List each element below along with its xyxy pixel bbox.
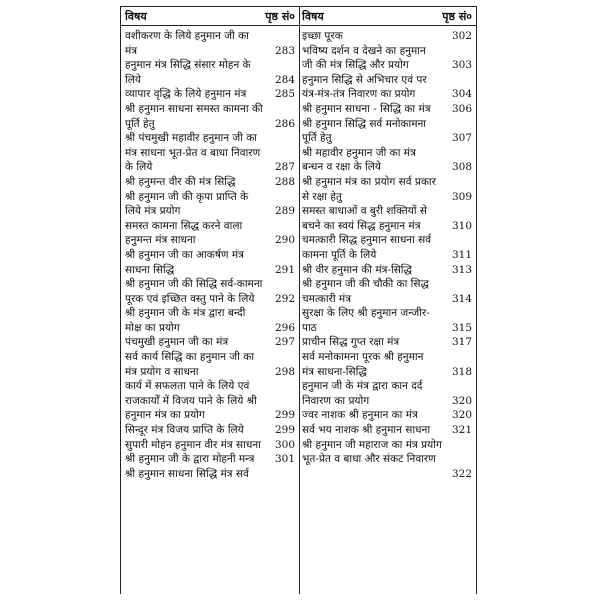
index-entry xyxy=(302,190,472,205)
index-entry xyxy=(302,423,472,438)
entry-title: सुपारी मोहन हनुमान वीर मंत्र साधना xyxy=(125,438,261,451)
entry-title: प्राचीन सिद्ध गुप्त रक्षा मंत्र xyxy=(302,336,400,349)
entry-page-number: 321 xyxy=(451,424,472,437)
entry-title: साधना सिद्धि xyxy=(125,263,175,276)
entry-page-number: 311 xyxy=(451,248,472,261)
entry-page-number: 314 xyxy=(451,292,472,305)
index-entry xyxy=(125,321,295,336)
entry-title: मोक्ष का प्रयोग xyxy=(125,321,180,334)
index-entry xyxy=(125,58,295,73)
index-entry xyxy=(125,467,295,482)
entry-page-number: 318 xyxy=(451,365,472,378)
entry-page-number: 320 xyxy=(451,409,472,422)
left-column-header xyxy=(121,6,299,26)
index-entry xyxy=(125,306,295,321)
entry-page-number: 291 xyxy=(274,263,295,276)
index-entry xyxy=(125,73,295,88)
index-entry xyxy=(302,87,472,102)
index-entry xyxy=(302,204,472,219)
entry-title: श्री हनुमान जी की कृपा प्राप्ति के xyxy=(125,190,249,203)
entry-page-number: 297 xyxy=(274,336,295,349)
entry-page-number: 283 xyxy=(274,44,295,57)
entry-title: हनुमान मंत्र का प्रयोग xyxy=(125,409,205,422)
entry-title: लिये मंत्र प्रयोग xyxy=(125,205,181,218)
entry-title: चमत्कारी सिद्ध हनुमान साधना सर्व xyxy=(302,234,432,247)
index-entry xyxy=(125,160,295,175)
entry-title: श्री हनुमान जी महाराज का मंत्र प्रयोग xyxy=(302,438,442,451)
entry-page-number: 288 xyxy=(274,175,295,188)
entry-title: पूरक एवं इच्छित वस्तु पाने के लिये xyxy=(125,292,255,305)
entry-title: भविष्य दर्शन व देखने का हनुमान xyxy=(302,44,426,57)
entry-page-number: 286 xyxy=(274,117,295,130)
left-column xyxy=(120,6,300,594)
entry-title: हनुमान सिद्धि से अभिचार एवं पर xyxy=(302,73,427,86)
entry-page-number: 289 xyxy=(274,205,295,218)
index-entry xyxy=(302,306,472,321)
index-entry xyxy=(302,438,472,453)
entry-page-number: 290 xyxy=(274,234,295,247)
entry-title: के लिये xyxy=(125,161,153,174)
index-entry xyxy=(125,117,295,132)
entry-page-number: 302 xyxy=(451,30,472,42)
entry-title: लिये xyxy=(125,73,141,86)
index-entry xyxy=(302,131,472,146)
entry-title: पाठ xyxy=(302,321,317,334)
entry-title: पूर्ति हेतु xyxy=(125,117,155,130)
entry-title: श्री हनुमान मंत्र का प्रयोग सर्व प्रकार xyxy=(302,175,436,188)
entry-page-number: 322 xyxy=(451,467,472,480)
index-entry xyxy=(125,219,295,234)
entry-title: पंचमुखी हनुमान जी का मंत्र xyxy=(125,336,229,349)
entry-title: समस्त कामना सिद्ध करने वाला xyxy=(125,219,243,232)
entry-title: हनुमान मंत्र सिद्धि संसार मोहन के xyxy=(125,59,251,72)
entry-page-number: 287 xyxy=(274,161,295,174)
index-entry xyxy=(302,248,472,263)
entry-title: पूर्ति हेतु xyxy=(302,132,332,145)
index-entry xyxy=(302,160,472,175)
entry-title: वशीकरण के लिये हनुमान जी का xyxy=(125,30,249,42)
entry-title: चमत्कारी मंत्र xyxy=(302,292,351,305)
index-entry xyxy=(125,292,295,307)
entry-title: बचने का स्वयं सिद्ध हनुमान मंत्र xyxy=(302,219,421,232)
index-entry xyxy=(302,146,472,161)
entry-title: श्री वीर हनुमान की मंत्र-सिद्धि xyxy=(302,263,412,276)
entry-title: श्री महावीर हनुमान जी का मंत्र xyxy=(302,146,416,159)
index-entry xyxy=(125,175,295,190)
entry-title: यंत्र-मंत्र-तंत्र निवारण का प्रयोग xyxy=(302,88,416,101)
index-entry xyxy=(125,365,295,380)
index-entry xyxy=(302,467,472,482)
entry-page-number: 306 xyxy=(451,102,472,115)
entry-title: श्री हनुमान साधना - सिद्धि का मंत्र xyxy=(302,102,431,115)
right-column-header xyxy=(298,6,476,26)
entry-page-number: 299 xyxy=(274,424,295,437)
entry-title: श्री हनुमान साधना सिद्धि मंत्र सर्व xyxy=(125,467,249,480)
index-entry xyxy=(125,29,295,44)
index-entry xyxy=(302,292,472,307)
index-entry xyxy=(125,102,295,117)
entry-title: से रक्षा हेतु xyxy=(302,190,342,203)
entry-page-number: 315 xyxy=(451,321,472,334)
entry-page-number: 296 xyxy=(274,321,295,334)
index-entry xyxy=(125,190,295,205)
index-entry xyxy=(125,423,295,438)
entry-title: बन्धन व रक्षा के लिये xyxy=(302,161,381,174)
entry-title: जी की मंत्र सिद्धि और प्रयोग xyxy=(302,59,409,72)
entry-title: मंत्र साधना भूत-प्रेत व बाधा निवारण xyxy=(125,146,261,159)
index-entry xyxy=(302,452,472,467)
index-entry xyxy=(125,233,295,248)
index-entry xyxy=(302,58,472,73)
entry-title: व्यापार वृद्धि के लिये हनुमान मंत्र xyxy=(125,88,247,101)
entry-page-number: 304 xyxy=(451,88,472,101)
entry-title: ज्वर नाशक श्री हनुमान का मंत्र xyxy=(302,409,418,422)
index-entry xyxy=(302,408,472,423)
entry-page-number: 292 xyxy=(274,292,295,305)
index-entry xyxy=(125,248,295,263)
entry-title: राजकार्यों में विजय पाने के लिये श्री xyxy=(125,394,257,407)
index-entry xyxy=(302,321,472,336)
entry-title: श्री हनुमान सिद्धि सर्व मनोकामना xyxy=(302,117,427,130)
entry-title: सर्व भय नाशक श्री हनुमान साधना xyxy=(302,424,431,437)
entry-title: श्री हनुमान जी की चौकी का सिद्ध xyxy=(302,278,429,291)
left-entries xyxy=(121,26,299,481)
entry-title: हनुमन्त मंत्र साधना xyxy=(125,234,196,247)
entry-page-number: 299 xyxy=(274,409,295,422)
entry-title: सर्व मनोकामना पूरक श्री हनुमान xyxy=(302,351,424,364)
index-entry xyxy=(125,44,295,59)
index-entry xyxy=(302,117,472,132)
contents-table xyxy=(120,6,476,594)
entry-title: मंत्र xyxy=(125,44,138,57)
entry-title: सुरक्षा के लिए श्री हनुमान जन्जीर- xyxy=(302,307,430,320)
entry-title: मंत्र साधना-सिद्धि xyxy=(302,365,367,378)
entry-title: श्री हनुमन्त वीर की मंत्र सिद्धि xyxy=(125,175,236,188)
page-number-heading: पृष्ठ सं० xyxy=(265,9,295,23)
entry-page-number: 303 xyxy=(451,59,472,72)
entry-page-number: 285 xyxy=(274,88,295,101)
entry-page-number: 309 xyxy=(451,190,472,203)
index-entry xyxy=(125,146,295,161)
entry-title: श्री हनुमान जी के मंत्र द्वारा बन्दी xyxy=(125,307,246,320)
index-entry xyxy=(302,44,472,59)
entry-title: सिन्दूर मंत्र विजय प्राप्ति के लिये xyxy=(125,424,244,437)
entry-title: इच्छा पूरक xyxy=(302,30,343,42)
entry-title: समस्त बाधाओं व बुरी शक्तियों से xyxy=(302,205,427,218)
index-entry xyxy=(302,365,472,380)
index-entry xyxy=(302,102,472,117)
entry-page-number: 298 xyxy=(274,365,295,378)
entry-title: सर्व कार्य सिद्धि का हनुमान जी का xyxy=(125,351,255,364)
index-entry xyxy=(125,335,295,350)
entry-title: श्री हनुमान जी की सिद्धि सर्व-कामना xyxy=(125,278,263,291)
index-entry xyxy=(125,379,295,394)
index-entry xyxy=(125,452,295,467)
entry-title: कामना पूर्ति के लिये xyxy=(302,248,377,261)
entry-title: श्री पंचमुखी महावीर हनुमान जी का xyxy=(125,132,258,145)
entry-page-number: 310 xyxy=(451,219,472,232)
index-entry xyxy=(125,131,295,146)
index-entry xyxy=(302,394,472,409)
index-entry xyxy=(302,233,472,248)
index-entry xyxy=(302,350,472,365)
index-entry xyxy=(302,335,472,350)
entry-title: श्री हनुमान जी के द्वारा मोहनी मन्त्र xyxy=(125,453,255,466)
index-entry xyxy=(125,394,295,409)
entry-title: कार्य में सफलता पाने के लिये एवं xyxy=(125,380,250,393)
entry-page-number: 308 xyxy=(451,161,472,174)
index-entry xyxy=(125,87,295,102)
entry-page-number: 301 xyxy=(274,453,295,466)
right-entries xyxy=(298,26,476,481)
entry-title: श्री हनुमान साधना समस्त कामना की xyxy=(125,102,263,115)
entry-title: श्री हनुमान जी का आकर्षण मंत्र xyxy=(125,248,244,261)
entry-title: भूत-प्रेत व बाधा और संकट निवारण xyxy=(302,453,436,466)
index-entry xyxy=(125,263,295,278)
entry-page-number: 307 xyxy=(451,132,472,145)
index-entry xyxy=(302,277,472,292)
index-entry xyxy=(302,219,472,234)
index-entry xyxy=(125,350,295,365)
entry-title: हनुमान जी के मंत्र द्वारा कान दर्द xyxy=(302,380,423,393)
index-entry xyxy=(125,438,295,453)
index-entry xyxy=(302,175,472,190)
entry-page-number: 284 xyxy=(274,73,295,86)
right-column xyxy=(298,6,477,594)
entry-page-number: 300 xyxy=(274,438,295,451)
index-entry xyxy=(125,408,295,423)
entry-title: मंत्र प्रयोग व साधना xyxy=(125,365,199,378)
entry-page-number: 313 xyxy=(451,263,472,276)
entry-title: निवारण का प्रयोग xyxy=(302,394,370,407)
subject-heading: विषय xyxy=(302,9,324,23)
subject-heading: विषय xyxy=(125,9,147,23)
index-entry xyxy=(125,204,295,219)
page-number-heading: पृष्ठ सं० xyxy=(442,9,472,23)
index-entry xyxy=(125,277,295,292)
entry-page-number: 320 xyxy=(451,394,472,407)
index-entry xyxy=(302,379,472,394)
index-entry xyxy=(302,73,472,88)
index-entry xyxy=(302,29,472,44)
index-entry xyxy=(302,263,472,278)
entry-page-number: 317 xyxy=(451,336,472,349)
index-page xyxy=(8,6,592,594)
